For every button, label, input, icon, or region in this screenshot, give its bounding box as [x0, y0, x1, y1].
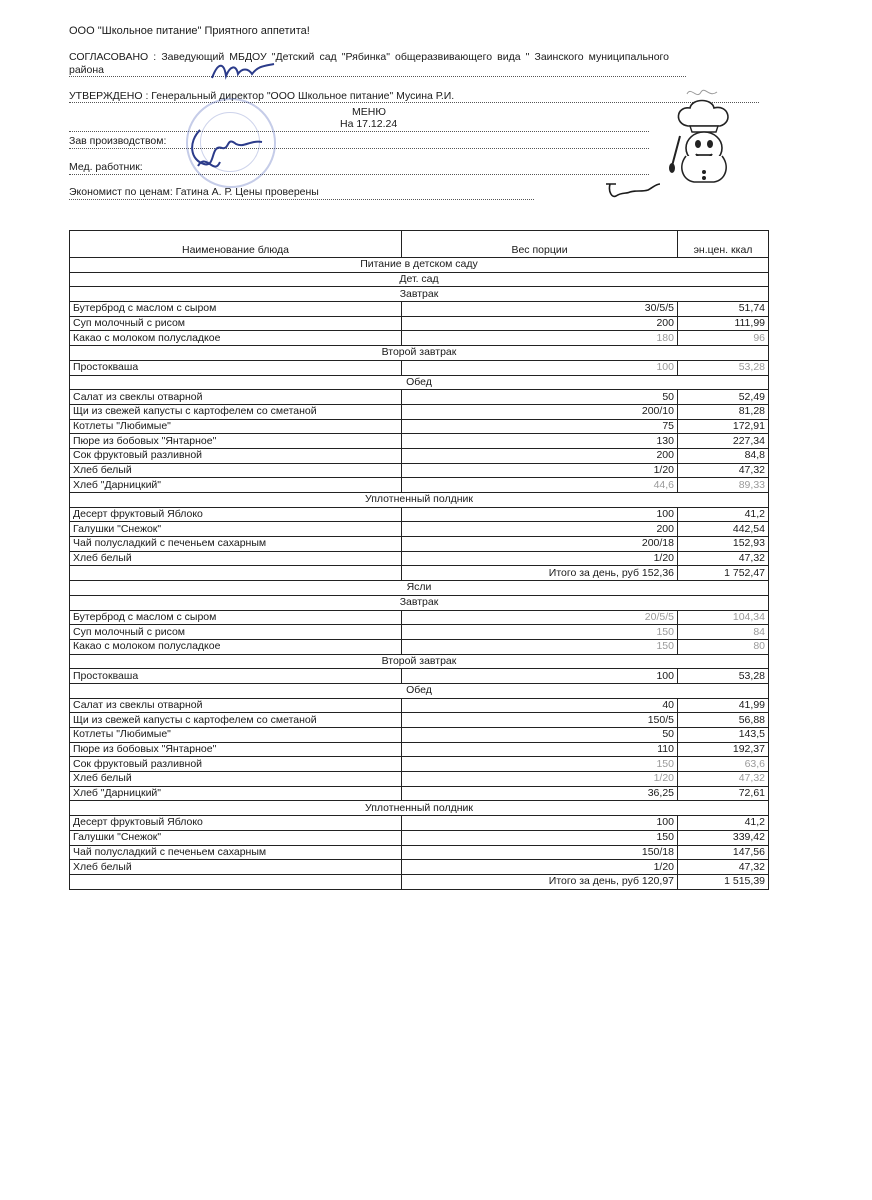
dish-name-cell: Хлеб белый — [70, 463, 402, 478]
dish-name-cell: Чай полусладкий с печеньем сахарным — [70, 537, 402, 552]
table-row — [70, 551, 769, 566]
weight-cell: 150 — [402, 625, 678, 640]
table-row — [70, 419, 769, 434]
weight-cell: 150/5 — [402, 713, 678, 728]
table-row — [70, 816, 769, 831]
production-head-label: Зав производством: — [69, 135, 167, 147]
weight-cell: 200 — [402, 448, 678, 463]
weight-cell: 44,6 — [402, 478, 678, 493]
kcal-cell: 104,34 — [678, 610, 769, 625]
economist-line: Экономист по ценам: Гатина А. Р. Цены проверены — [69, 186, 319, 198]
meal-title-row-label: Уплотненный полдник — [70, 801, 769, 816]
kcal-cell: 81,28 — [678, 404, 769, 419]
table-row — [70, 845, 769, 860]
meal-title-row-label: Второй завтрак — [70, 654, 769, 669]
dish-name-cell: Салат из свеклы отварной — [70, 698, 402, 713]
approved-dotted-rule — [69, 102, 759, 103]
dish-name-cell: Сок фруктовый разливной — [70, 448, 402, 463]
table-row — [70, 742, 769, 757]
kcal-cell: 63,6 — [678, 757, 769, 772]
weight-cell: 200 — [402, 316, 678, 331]
dish-name-cell: Хлеб белый — [70, 860, 402, 875]
dish-name-cell: Какао с молоком полусладкое — [70, 331, 402, 346]
weight-cell: 1/20 — [402, 551, 678, 566]
meal-title-row-label: Обед — [70, 683, 769, 698]
column-header-weight: Вес порции — [402, 231, 678, 258]
meal-title-row-label: Уплотненный полдник — [70, 493, 769, 508]
dish-name-cell: Пюре из бобовых "Янтарное" — [70, 434, 402, 449]
total-row — [70, 874, 769, 889]
weight-cell: 110 — [402, 742, 678, 757]
group-title-row-label: Ясли — [70, 581, 769, 596]
meal-title-row — [70, 801, 769, 816]
table-row — [70, 448, 769, 463]
dish-name-cell: Хлеб "Дарницкий" — [70, 786, 402, 801]
kcal-cell: 72,61 — [678, 786, 769, 801]
production-head-dotted-rule — [69, 148, 649, 149]
dish-name-cell: Хлеб "Дарницкий" — [70, 478, 402, 493]
kcal-cell: 47,32 — [678, 860, 769, 875]
table-row — [70, 404, 769, 419]
weight-cell: 200/18 — [402, 537, 678, 552]
kcal-cell: 47,32 — [678, 772, 769, 787]
table-row — [70, 478, 769, 493]
kcal-cell: 192,37 — [678, 742, 769, 757]
dish-name-cell: Галушки "Снежок" — [70, 830, 402, 845]
kcal-cell: 111,99 — [678, 316, 769, 331]
weight-cell: 200/10 — [402, 404, 678, 419]
section-title-row — [70, 258, 769, 273]
weight-cell: 200 — [402, 522, 678, 537]
kcal-cell: 52,49 — [678, 390, 769, 405]
kcal-cell: 47,32 — [678, 463, 769, 478]
group-title-row — [70, 581, 769, 596]
total-label-cell: Итого за день, руб 152,36 — [402, 566, 678, 581]
weight-cell: 20/5/5 — [402, 610, 678, 625]
kcal-cell: 96 — [678, 331, 769, 346]
table-row — [70, 669, 769, 684]
table-row — [70, 625, 769, 640]
kcal-cell: 442,54 — [678, 522, 769, 537]
table-row — [70, 302, 769, 317]
table-row — [70, 698, 769, 713]
economist-signature-icon — [602, 178, 662, 202]
menu-table — [69, 230, 769, 890]
kcal-cell: 84,8 — [678, 448, 769, 463]
dish-name-cell: Хлеб белый — [70, 772, 402, 787]
dish-name-cell: Щи из свежей капусты с картофелем со сметаной — [70, 713, 402, 728]
table-row — [70, 728, 769, 743]
kcal-cell: 41,99 — [678, 698, 769, 713]
kcal-cell: 56,88 — [678, 713, 769, 728]
meal-title-row — [70, 375, 769, 390]
weight-cell: 130 — [402, 434, 678, 449]
approved-line: УТВЕРЖДЕНО : Генеральный директор "ООО Школьное питание" Мусина Р.И. — [69, 90, 455, 102]
weight-cell: 150 — [402, 757, 678, 772]
weight-cell: 40 — [402, 698, 678, 713]
dish-name-cell: Щи из свежей капусты с картофелем со сметаной — [70, 404, 402, 419]
dish-name-cell: Суп молочный с рисом — [70, 625, 402, 640]
company-line: ООО "Школьное питание" Приятного аппетита! — [69, 25, 310, 37]
table-header-row — [70, 231, 769, 258]
dish-name-cell: Хлеб белый — [70, 551, 402, 566]
weight-cell: 150 — [402, 639, 678, 654]
dish-name-cell: Котлеты "Любимые" — [70, 728, 402, 743]
dish-name-cell: Какао с молоком полусладкое — [70, 639, 402, 654]
medic-label: Мед. работник: — [69, 161, 143, 173]
dish-name-cell: Котлеты "Любимые" — [70, 419, 402, 434]
medic-dotted-rule — [69, 174, 649, 175]
weight-cell: 50 — [402, 390, 678, 405]
weight-cell: 1/20 — [402, 860, 678, 875]
kcal-cell: 227,34 — [678, 434, 769, 449]
table-row — [70, 860, 769, 875]
total-row — [70, 566, 769, 581]
weight-cell: 75 — [402, 419, 678, 434]
menu-title: МЕНЮ — [352, 106, 386, 118]
total-kcal-cell: 1 515,39 — [678, 874, 769, 889]
group-title-row — [70, 272, 769, 287]
chef-mascot-icon — [668, 96, 740, 188]
kcal-cell: 41,2 — [678, 816, 769, 831]
dish-name-cell: Бутерброд с маслом с сыром — [70, 610, 402, 625]
kcal-cell: 89,33 — [678, 478, 769, 493]
table-row — [70, 610, 769, 625]
kcal-cell: 80 — [678, 639, 769, 654]
kcal-cell: 41,2 — [678, 507, 769, 522]
total-kcal-cell: 1 752,47 — [678, 566, 769, 581]
dish-name-cell: Бутерброд с маслом с сыром — [70, 302, 402, 317]
meal-title-row-label: Обед — [70, 375, 769, 390]
weight-cell: 30/5/5 — [402, 302, 678, 317]
agreed-signature-icon — [208, 58, 278, 84]
kcal-cell: 152,93 — [678, 537, 769, 552]
column-header-dish: Наименование блюда — [70, 231, 402, 258]
dish-name-cell: Галушки "Снежок" — [70, 522, 402, 537]
table-row — [70, 830, 769, 845]
total-empty-cell — [70, 874, 402, 889]
menu-date: На 17.12.24 — [340, 118, 398, 130]
dish-name-cell: Суп молочный с рисом — [70, 316, 402, 331]
total-label-cell: Итого за день, руб 120,97 — [402, 874, 678, 889]
kcal-cell: 147,56 — [678, 845, 769, 860]
meal-title-row — [70, 654, 769, 669]
weight-cell: 1/20 — [402, 772, 678, 787]
meal-title-row — [70, 493, 769, 508]
kcal-cell: 339,42 — [678, 830, 769, 845]
dish-name-cell: Простокваша — [70, 360, 402, 375]
dish-name-cell: Салат из свеклы отварной — [70, 390, 402, 405]
weight-cell: 100 — [402, 816, 678, 831]
date-dotted-rule — [69, 131, 649, 132]
dish-name-cell: Пюре из бобовых "Янтарное" — [70, 742, 402, 757]
table-row — [70, 360, 769, 375]
weight-cell: 150/18 — [402, 845, 678, 860]
meal-title-row — [70, 595, 769, 610]
kcal-cell: 47,32 — [678, 551, 769, 566]
agreed-dotted-rule — [69, 76, 686, 77]
meal-title-row — [70, 287, 769, 302]
meal-title-row — [70, 683, 769, 698]
weight-cell: 180 — [402, 331, 678, 346]
table-row — [70, 507, 769, 522]
production-head-signature-icon — [186, 122, 266, 182]
group-title-row-label: Дет. сад — [70, 272, 769, 287]
table-row — [70, 316, 769, 331]
table-row — [70, 331, 769, 346]
meal-title-row-label: Завтрак — [70, 595, 769, 610]
dish-name-cell: Простокваша — [70, 669, 402, 684]
meal-title-row-label: Завтрак — [70, 287, 769, 302]
table-row — [70, 713, 769, 728]
kcal-cell: 51,74 — [678, 302, 769, 317]
table-row — [70, 434, 769, 449]
column-header-kcal: эн.цен. ккал — [678, 231, 769, 258]
kcal-cell: 53,28 — [678, 360, 769, 375]
table-row — [70, 757, 769, 772]
dish-name-cell: Чай полусладкий с печеньем сахарным — [70, 845, 402, 860]
table-row — [70, 639, 769, 654]
weight-cell: 100 — [402, 360, 678, 375]
table-row — [70, 772, 769, 787]
kcal-cell: 172,91 — [678, 419, 769, 434]
table-row — [70, 537, 769, 552]
economist-dotted-rule — [69, 199, 534, 200]
meal-title-row — [70, 346, 769, 361]
meal-title-row-label: Второй завтрак — [70, 346, 769, 361]
agreed-line: СОГЛАСОВАНО : Заведующий МБДОУ "Детский сад "Рябинка" общеразвивающего вида " Заинского муниципального района — [69, 51, 669, 76]
kcal-cell: 143,5 — [678, 728, 769, 743]
dish-name-cell: Сок фруктовый разливной — [70, 757, 402, 772]
total-empty-cell — [70, 566, 402, 581]
weight-cell: 36,25 — [402, 786, 678, 801]
dish-name-cell: Десерт фруктовый Яблоко — [70, 816, 402, 831]
weight-cell: 100 — [402, 507, 678, 522]
weight-cell: 1/20 — [402, 463, 678, 478]
weight-cell: 50 — [402, 728, 678, 743]
table-row — [70, 522, 769, 537]
kcal-cell: 84 — [678, 625, 769, 640]
kcal-cell: 53,28 — [678, 669, 769, 684]
weight-cell: 150 — [402, 830, 678, 845]
weight-cell: 100 — [402, 669, 678, 684]
section-title-row-label: Питание в детском саду — [70, 258, 769, 273]
table-row — [70, 786, 769, 801]
table-row — [70, 390, 769, 405]
table-row — [70, 463, 769, 478]
dish-name-cell: Десерт фруктовый Яблоко — [70, 507, 402, 522]
